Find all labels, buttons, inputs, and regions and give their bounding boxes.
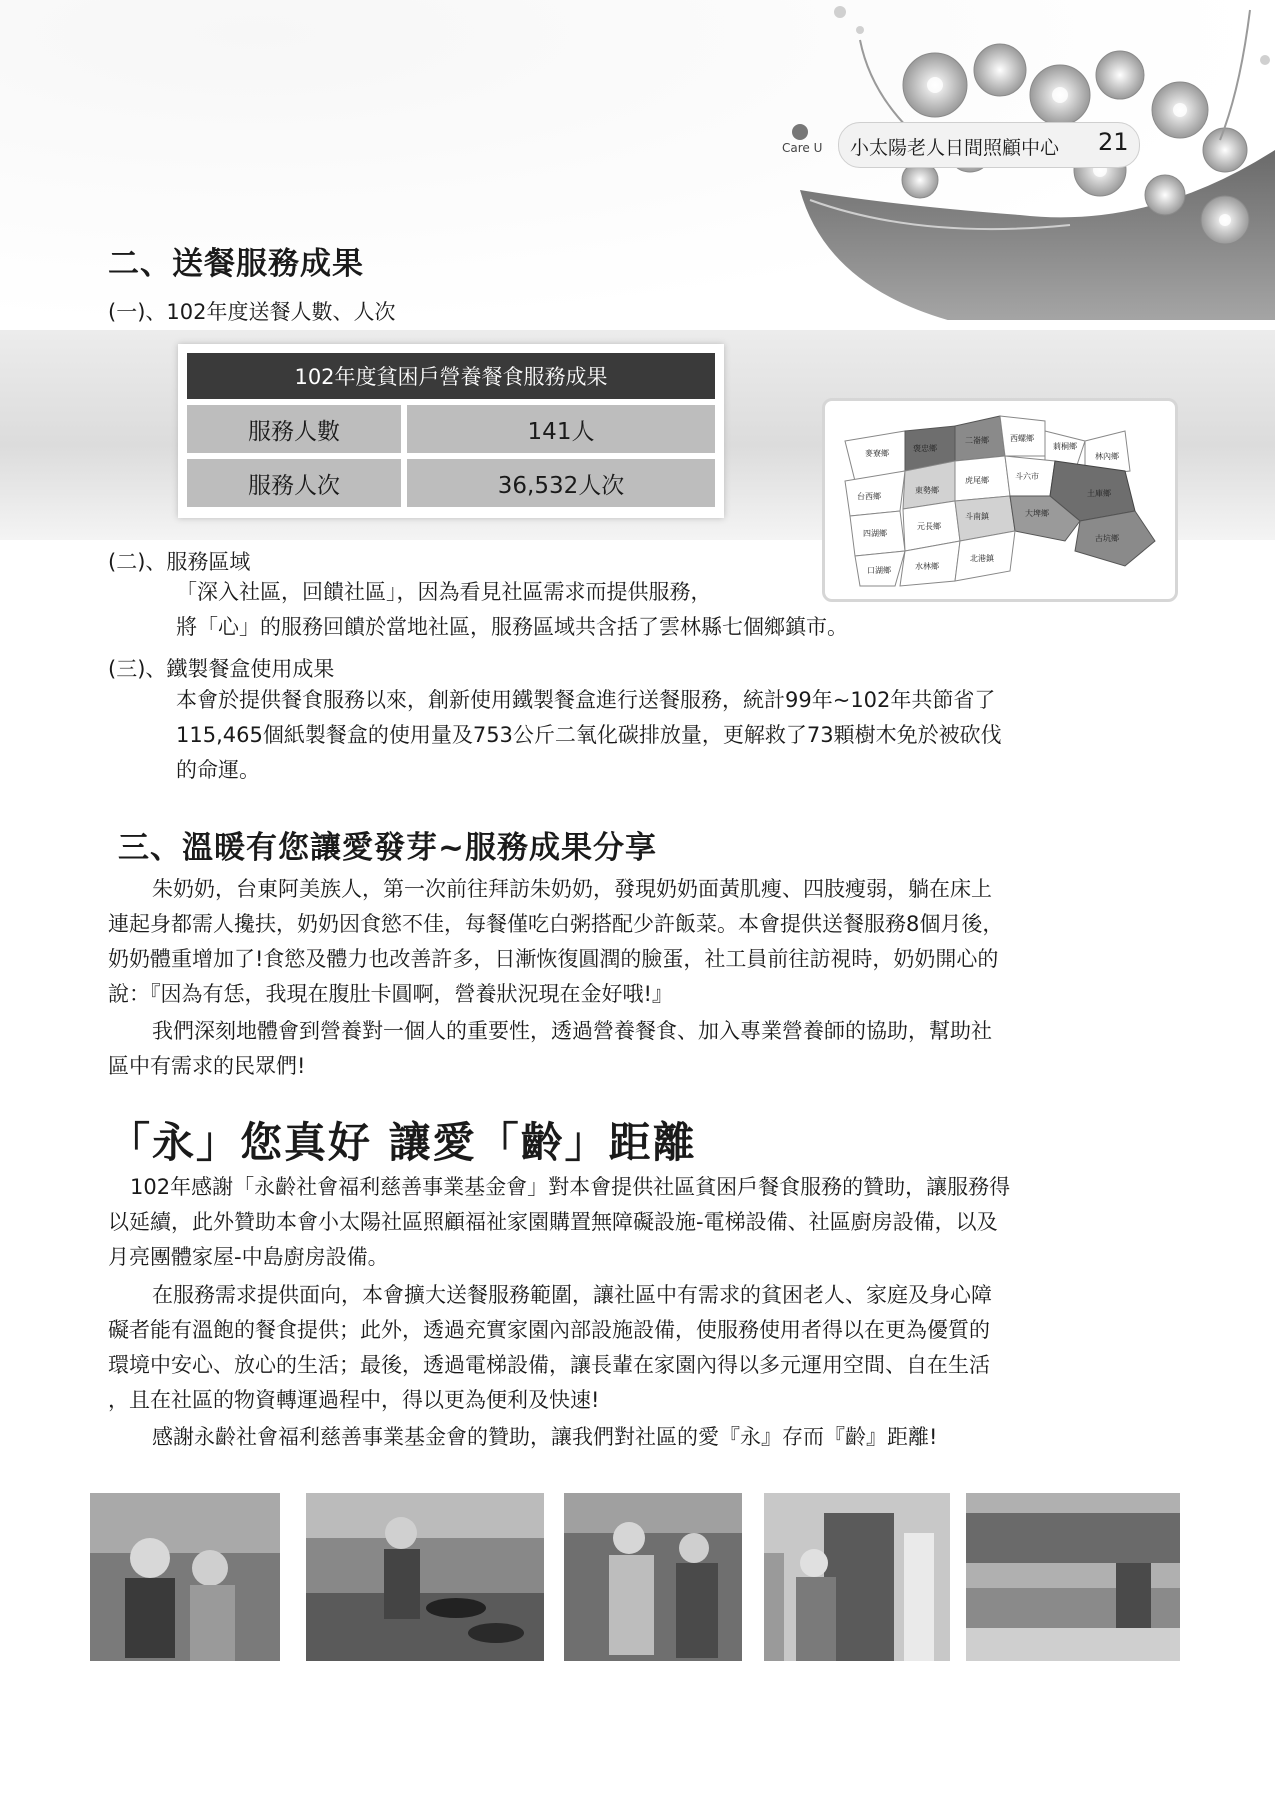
map-label: 北港鎮 bbox=[970, 554, 994, 563]
section4-line: 以延續，此外贊助本會小太陽社區照顧福祉家園購置無障礙設施-電梯設備、社區廚房設備，以及 bbox=[108, 1210, 998, 1234]
map-label: 虎尾鄉 bbox=[965, 476, 989, 485]
photo-meal-delivery bbox=[564, 1493, 742, 1661]
map-label: 古坑鄉 bbox=[1095, 534, 1119, 543]
section4-line: 礙者能有溫飽的餐食提供；此外，透過充實家園內部設施設備，使服務使用者得以在更為優質的 bbox=[108, 1318, 990, 1342]
care-u-logo-icon bbox=[780, 118, 838, 168]
section3-line: 連起身都需人攙扶，奶奶因食慾不佳，每餐僅吃白粥搭配少許飯菜。本會提供送餐服務8個月後， bbox=[108, 912, 1004, 936]
section4-title: 「永」您真好 讓愛「齡」距離 bbox=[108, 1118, 697, 1167]
section3-heading: 三、溫暖有您讓愛發芽~服務成果分享 bbox=[118, 830, 657, 866]
service-area-map bbox=[822, 398, 1178, 602]
photo-kitchen-cooking bbox=[306, 1493, 544, 1661]
svg-text:Care U: Care U bbox=[782, 141, 823, 155]
section4-line: 環境中安心、放心的生活；最後，透過電梯設備，讓長輩在家園內得以多元運用空間、自在生活 bbox=[108, 1353, 990, 1377]
table-row-value: 36,532人次 bbox=[407, 459, 715, 507]
section2-sub1: (一)、102年度送餐人數、人次 bbox=[108, 300, 396, 324]
map-label: 土庫鄉 bbox=[1087, 489, 1111, 498]
map-label: 台西鄉 bbox=[857, 492, 881, 501]
map-label: 四湖鄉 bbox=[863, 529, 887, 538]
map-label: 麥寮鄉 bbox=[865, 449, 889, 458]
section4-line: 102年感謝「永齡社會福利慈善事業基金會」對本會提供社區貧困戶餐食服務的贊助，讓服務得 bbox=[130, 1175, 1011, 1199]
map-label: 莿桐鄉 bbox=[1053, 442, 1077, 451]
photo-community-kitchen bbox=[966, 1493, 1180, 1661]
map-label: 二崙鄉 bbox=[965, 436, 989, 445]
table-title: 102年度貧困戶營養餐食服務成果 bbox=[187, 353, 715, 399]
section4-line: 月亮團體家屋-中島廚房設備。 bbox=[108, 1245, 389, 1269]
photo-volunteer-with-elders bbox=[90, 1493, 280, 1661]
map-label: 林內鄉 bbox=[1095, 452, 1119, 461]
page-number: 21 bbox=[1098, 128, 1129, 156]
map-label: 大埤鄉 bbox=[1025, 509, 1049, 518]
map-label: 斗南鎮 bbox=[965, 512, 989, 521]
section3-line: 奶奶體重增加了!食慾及體力也改善許多，日漸恢復圓潤的臉蛋，社工員前往訪視時，奶奶開心的 bbox=[108, 947, 999, 971]
header-org-name: 小太陽老人日間照顧中心 bbox=[850, 137, 1060, 159]
section2-sub3-line: 的命運。 bbox=[176, 758, 260, 782]
section2-sub2-line: 「深入社區，回饋社區」，因為看見社區需求而提供服務， bbox=[176, 580, 712, 604]
section2-sub3-line: 115,465個紙製餐盒的使用量及753公斤二氧化碳排放量，更解救了73顆樹木免於被砍伐 bbox=[176, 723, 1002, 747]
yunlin-county-map bbox=[825, 401, 1175, 599]
section2-heading: 二、送餐服務成果 bbox=[108, 246, 364, 282]
map-label: 東勢鄉 bbox=[915, 486, 939, 495]
section3-line: 說：『因為有恁，我現在腹肚卡圓啊，營養狀況現在金好哦!』 bbox=[108, 982, 673, 1006]
map-label: 水林鄉 bbox=[915, 562, 939, 571]
section3-line: 朱奶奶，台東阿美族人，第一次前往拜訪朱奶奶，發現奶奶面黃肌瘦、四肢瘦弱，躺在床上 bbox=[152, 877, 992, 901]
section2-sub2: (二)、服務區域 bbox=[108, 550, 251, 574]
photo-elevator bbox=[764, 1493, 950, 1661]
section3-line: 我們深刻地體會到營養對一個人的重要性，透過營養餐食、加入專業營養師的協助，幫助社 bbox=[152, 1019, 992, 1043]
table-row-value: 141人 bbox=[407, 405, 715, 453]
table-row-label: 服務人數 bbox=[187, 405, 401, 453]
section4-line: 在服務需求提供面向，本會擴大送餐服務範圍，讓社區中有需求的貧困老人、家庭及身心障 bbox=[152, 1283, 992, 1307]
map-label: 褒忠鄉 bbox=[913, 444, 937, 453]
map-label: 元長鄉 bbox=[917, 522, 941, 531]
map-label: 斗六市 bbox=[1015, 472, 1039, 481]
section4-line: 感謝永齡社會福利慈善事業基金會的贊助，讓我們對社區的愛『永』存而『齡』距離! bbox=[152, 1425, 938, 1449]
table-row-label: 服務人次 bbox=[187, 459, 401, 507]
section2-sub3: (三)、鐵製餐盒使用成果 bbox=[108, 657, 335, 681]
map-label: 口湖鄉 bbox=[867, 566, 891, 575]
service-result-table bbox=[178, 344, 724, 518]
section3-line: 區中有需求的民眾們! bbox=[108, 1054, 306, 1078]
section2-sub2-line: 將「心」的服務回饋於當地社區，服務區域共含括了雲林縣七個鄉鎮市。 bbox=[176, 615, 848, 639]
section4-line: ，且在社區的物資轉運過程中，得以更為便利及快速! bbox=[108, 1388, 600, 1412]
section2-sub3-line: 本會於提供餐食服務以來，創新使用鐵製餐盒進行送餐服務，統計99年~102年共節省了 bbox=[176, 688, 996, 712]
map-label: 西螺鄉 bbox=[1010, 434, 1034, 443]
